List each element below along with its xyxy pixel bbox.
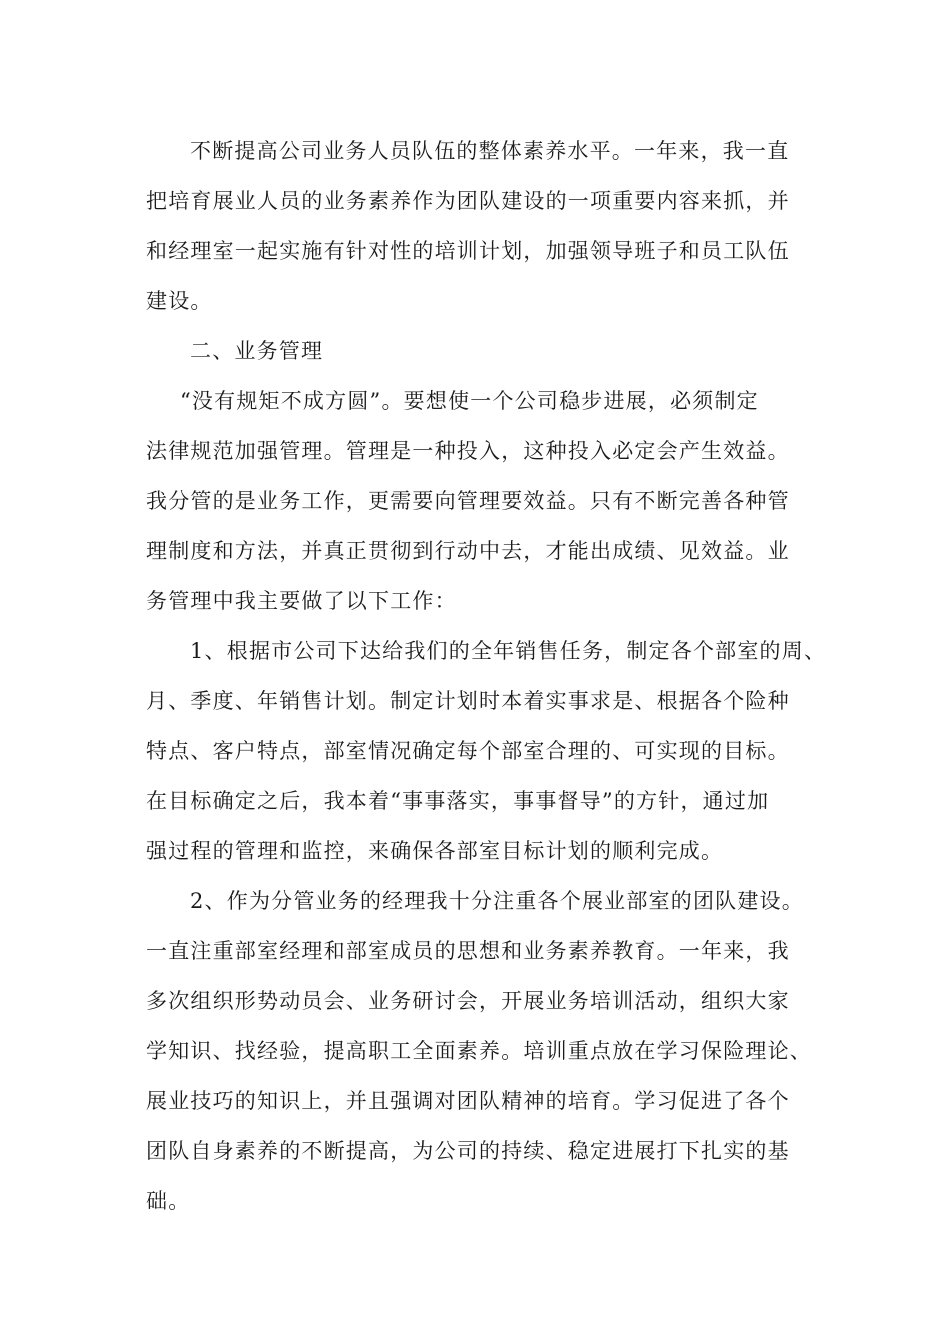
paragraph-line: 务管理中我主要做了以下工作： [146, 589, 457, 613]
list-item-line: 特点、客户特点，部室情况确定每个部室合理的、可实现的目标。 [146, 739, 790, 763]
list-item-line: 础。 [146, 1189, 191, 1213]
list-item-line: 一直注重部室经理和部室成员的思想和业务素养教育。一年来，我 [146, 939, 790, 963]
paragraph-line: 不断提高公司业务人员队伍的整体素养水平。一年来，我一直 [190, 139, 790, 163]
paragraph-line: 建设。 [146, 289, 213, 313]
list-item-line: 月、季度、年销售计划。制定计划时本着实事求是、根据各个险种 [146, 689, 790, 713]
list-item-line: 团队自身素养的不断提高，为公司的持续、稳定进展打下扎实的基 [146, 1139, 790, 1163]
paragraph-line: 把培育展业人员的业务素养作为团队建设的一项重要内容来抓，并 [146, 189, 790, 213]
list-item-line: 多次组织形势动员会、业务研讨会，开展业务培训活动，组织大家 [146, 989, 790, 1013]
list-item-line: 1、根据市公司下达给我们的全年销售任务，制定各个部室的周、 [190, 639, 827, 663]
paragraph-line: “没有规矩不成方圆”。要想使一个公司稳步进展，必须制定 [180, 389, 759, 413]
paragraph-line: 和经理室一起实施有针对性的培训计划，加强领导班子和员工队伍 [146, 239, 790, 263]
list-item-line: 学知识、找经验，提高职工全面素养。培训重点放在学习保险理论、 [146, 1039, 812, 1063]
list-item-line: 在目标确定之后，我本着“事事落实，事事督导”的方针，通过加 [146, 789, 770, 813]
paragraph-line: 我分管的是业务工作，更需要向管理要效益。只有不断完善各种管 [146, 489, 790, 513]
list-item-line: 2、作为分管业务的经理我十分注重各个展业部室的团队建设。 [190, 889, 804, 913]
paragraph-line: 法律规范加强管理。管理是一种投入，这种投入必定会产生效益。 [146, 439, 790, 463]
paragraph-line: 理制度和方法，并真正贯彻到行动中去，才能出成绩、见效益。业 [146, 539, 790, 563]
list-item-line: 强过程的管理和监控，来确保各部室目标计划的顺利完成。 [146, 839, 724, 863]
list-item-line: 展业技巧的知识上，并且强调对团队精神的培育。学习促进了各个 [146, 1089, 790, 1113]
section-heading: 二、业务管理 [190, 339, 324, 363]
